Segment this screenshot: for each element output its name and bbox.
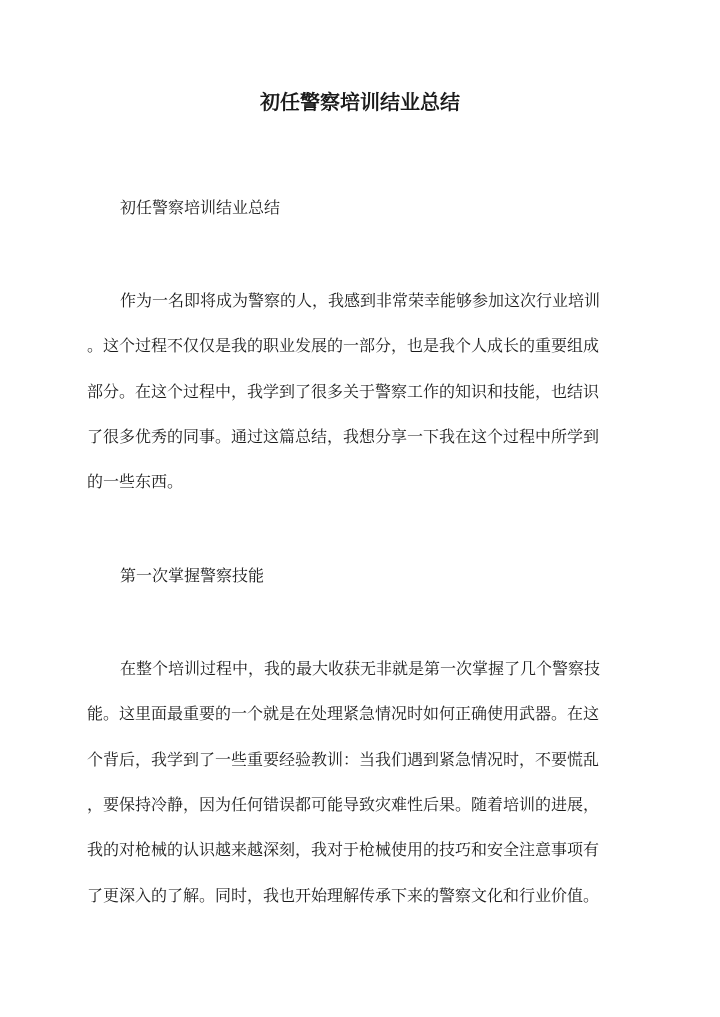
paragraph-line: 作为一名即将成为警察的人，我感到非常荣幸能够参加这次行业培训 bbox=[120, 291, 601, 310]
paragraph-line: 能。这里面最重要的一个就是在处理紧急情况时如何正确使用武器。在这 bbox=[87, 704, 600, 723]
paragraph-line: 我的对枪械的认识越来越深刻，我对于枪械使用的技巧和安全注意事项有 bbox=[87, 840, 600, 859]
document-title: 初任警察培训结业总结 bbox=[260, 90, 460, 114]
paragraph-line: 在整个培训过程中，我的最大收获无非就是第一次掌握了几个警察技 bbox=[120, 659, 601, 678]
paragraph-line: 个背后，我学到了一些重要经验教训：当我们遇到紧急情况时，不要慌乱 bbox=[87, 750, 600, 769]
document-subtitle: 初任警察培训结业总结 bbox=[120, 198, 281, 217]
paragraph-line: 。这个过程不仅仅是我的职业发展的一部分，也是我个人成长的重要组成 bbox=[87, 336, 600, 355]
paragraph-line: 的一些东西。 bbox=[87, 472, 184, 491]
section-heading: 第一次掌握警察技能 bbox=[120, 566, 265, 585]
paragraph-line: ，要保持冷静，因为任何错误都可能导致灾难性后果。随着培训的进展， bbox=[87, 795, 600, 814]
paragraph-line: 了更深入的了解。同时，我也开始理解传承下来的警察文化和行业价值。 bbox=[87, 886, 600, 905]
paragraph-line: 部分。在这个过程中，我学到了很多关于警察工作的知识和技能，也结识 bbox=[87, 382, 600, 401]
paragraph-line: 了很多优秀的同事。通过这篇总结，我想分享一下我在这个过程中所学到 bbox=[87, 427, 600, 446]
